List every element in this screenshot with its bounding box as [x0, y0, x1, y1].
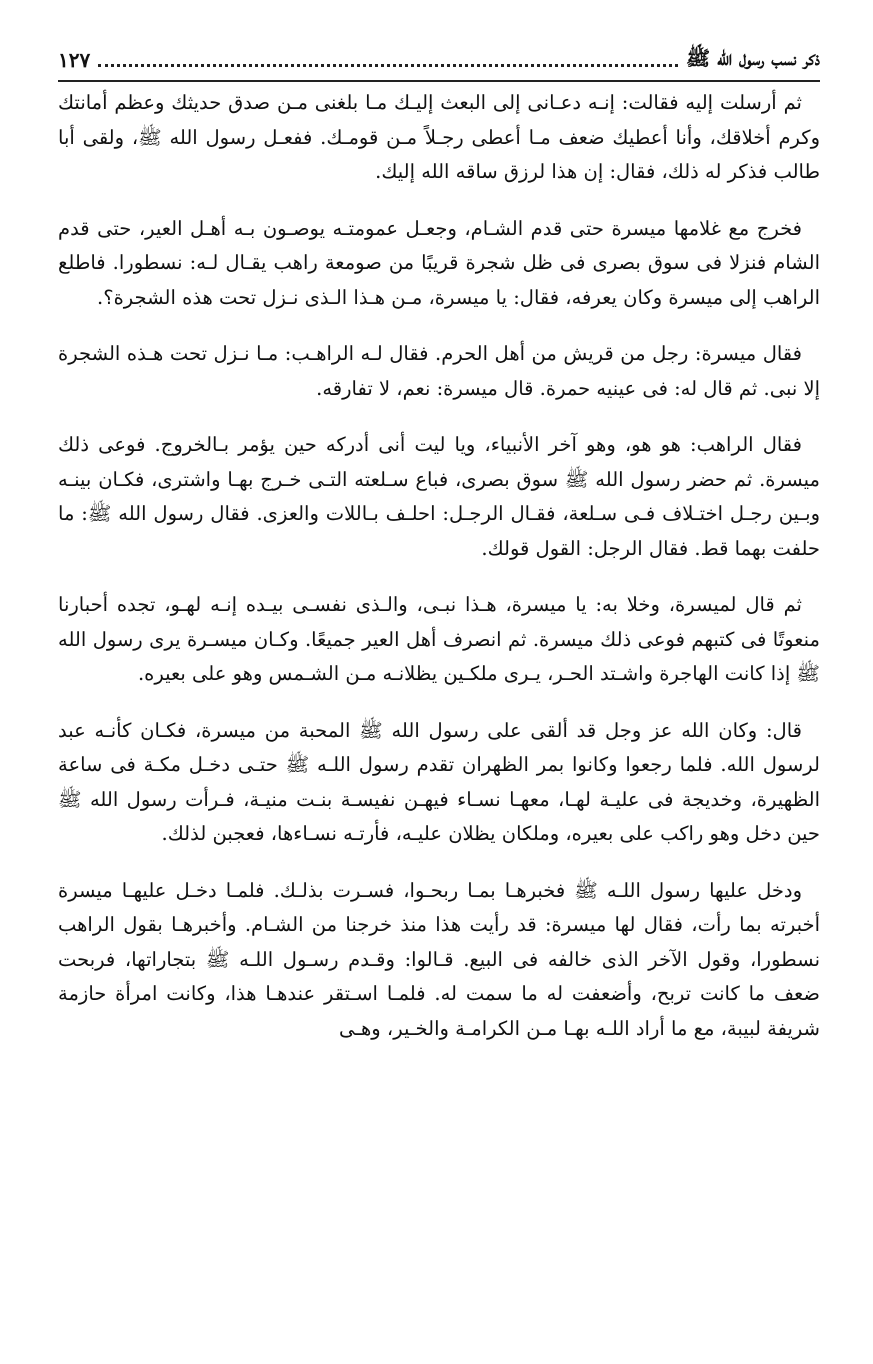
paragraph: ثم أرسلت إليه فقالت: إنـه دعـانى إلى البعث إليـك مـا بلغنى مـن صدق حديثك وعظم أمانتك وكرم أخلاقك، وأنا أعطيك ضعف مـا أعطى رجـلاً مـن قومـك. ففعـل رسول الله ﷺ، ولقى أبا طالب فذكر له ذلك، فقال: إن هذا لرزق ساقه الله إليك. [58, 91, 820, 183]
book-page [58, 40, 820, 1350]
header-leader-dots [98, 54, 678, 67]
paragraph: ودخل عليها رسول اللـه ﷺ فخبرهـا بمـا ربحـوا، فسـرت بذلـك. فلمـا دخـل عليهـا ميسرة أخبرته بما رأت، فقال لها ميسرة: قد رأيت هذا منذ خرجنا من الشـام. وأخبرهـا بقول الراهب نسطورا، وقول الآخر الذى خالفه فى البيع. قـالوا: وقـدم رسـول اللـه ﷺ بتجاراتها، فربحت ضعف ما كانت تربح، وأضعفت له ما سمت له. فلمـا اسـتقر عندهـا هذا، وكانت امرأة حازمة شريفة لبيبة، مع ما أراد اللـه بهـا مـن الكرامـة والخـير، وهـى [58, 878, 821, 1040]
paragraph: فقال الراهب: هو هو، وهو آخر الأنبياء، ويا ليت أنى أدركه حين يؤمر بـالخروج. فوعى ذلك ميسرة. ثم حضر رسول الله ﷺ سوق بصرى، فباع سـلعته التـى خـرج بهـا واشترى، فكـان بينـه وبـين رجـل اختـلاف فـى سـلعة، فقـال الرجـل: احلـف بـاللات والعزى. فقال رسول الله ﷺ: ما حلفت بهما قط. فقال الرجل: القول قولك. [58, 433, 820, 560]
paragraph: ثم قال لميسرة، وخلا به: يا ميسرة، هـذا نبـى، والـذى نفسـى بيـده إنـه لهـو، تجده أحبارنا منعوتًا فى كتبهم فوعى ذلك ميسرة. ثم انصرف أهل العير جميعًا. وكـان ميسـرة يرى رسول الله ﷺ إذا كانت الهاجرة واشـتد الحـر، يـرى ملكـين يظلانـه مـن الشـمس وهو على بعيره. [58, 593, 820, 685]
paragraph: قال: وكان الله عز وجل قد ألقى على رسول الله ﷺ المحبة من ميسرة، فكـان كأنـه عبد لرسول الله. فلما رجعوا وكانوا بمر الظهران تقدم رسول اللـه ﷺ حتـى دخـل مكـة فى ساعة الظهيرة، وخديجة فى عليـة لهـا، معهـا نسـاء فيهـن نفيسـة بنـت منيـة، فـرأت رسول الله ﷺ حين دخل وهو راكب على بعيره، وملكان يظلان عليـه، فأرتـه نسـاءها، فعجبن لذلك. [58, 718, 820, 845]
chapter-title: ذكر نسب رسول الله ﷺ [686, 45, 820, 70]
paragraph: فقال ميسرة: رجل من قريش من أهل الحرم. فقال لـه الراهـب: مـا نـزل تحت هـذه الشجرة إلا نبى. ثم قال له: فى عينيه حمرة. قال ميسرة: نعم، لا تفارقه. [58, 342, 820, 400]
body-text [58, 86, 820, 1046]
page-number: ١٢٧ [58, 48, 91, 72]
running-header [58, 40, 820, 82]
paragraph: فخرج مع غلامها ميسرة حتى قدم الشـام، وجعـل عمومتـه يوصـون بـه أهـل العير، حتى قدم الشام فنزلا فى سوق بصرى فى ظل شجرة قريبًا من صومعة راهب يقـال لـه: نسطورا. فاطلع الراهب إلى ميسرة وكان يعرفه، فقال: يا ميسرة، مـن هـذا الـذى نـزل تحت هذه الشجرة؟. [58, 216, 820, 309]
